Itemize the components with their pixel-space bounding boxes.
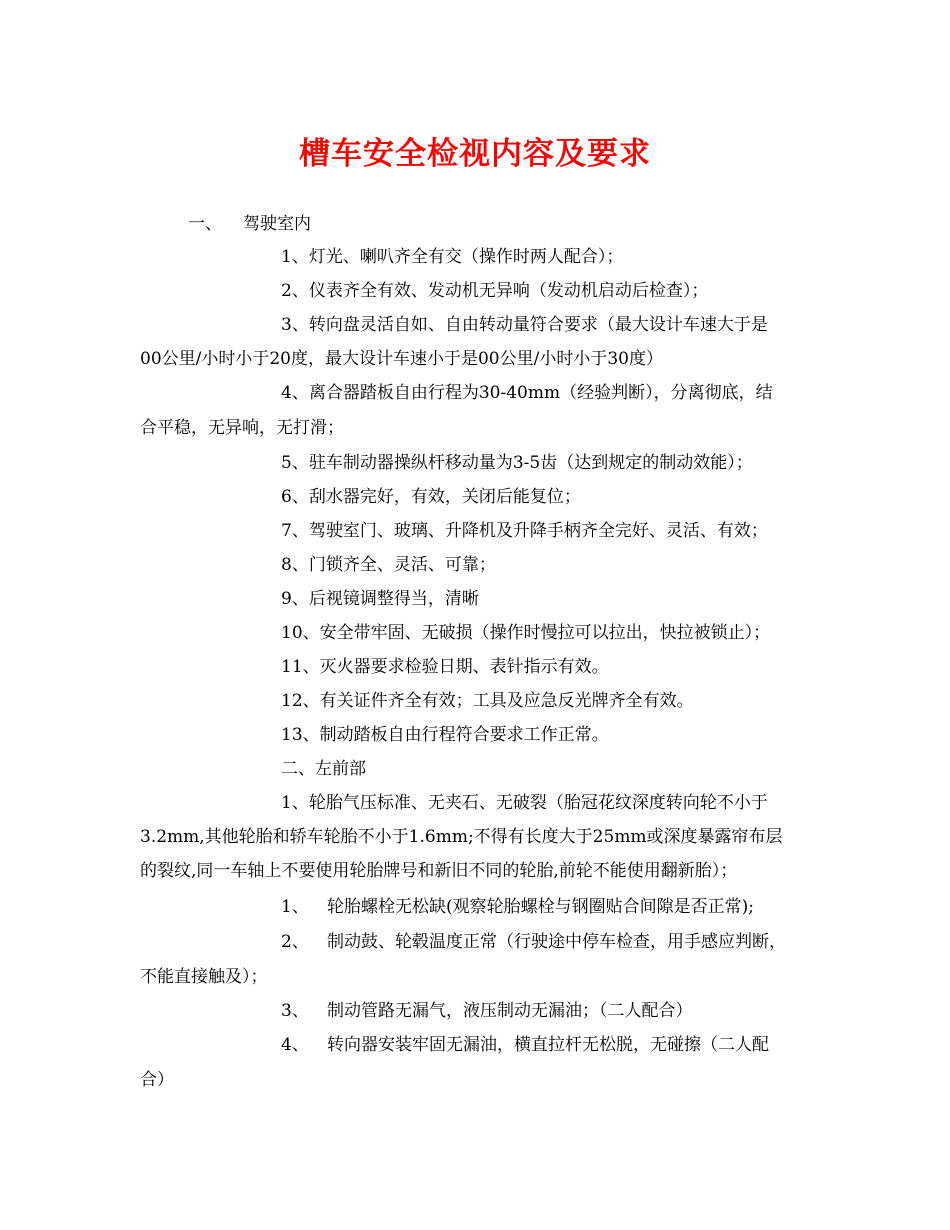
section-2-heading: 二、左前部 — [281, 759, 366, 779]
list-item: 13、制动踏板自由行程符合要求工作正常。 — [281, 725, 609, 745]
sub-item-text: 制动鼓、轮毂温度正常（行驶途中停车检查，用手感应判断， — [327, 932, 786, 952]
sub-item-number: 1、 — [281, 897, 309, 917]
sub-item-continuation: 合） — [140, 1070, 174, 1090]
list-item: 5、驻车制动器操纵杆移动量为3-5齿（达到规定的制动效能）； — [281, 453, 753, 473]
list-item: 7、驾驶室门、玻璃、升降机及升降手柄齐全完好、灵活、有效； — [281, 521, 768, 541]
list-item: 11、灭火器要求检验日期、表针指示有效。 — [281, 657, 609, 677]
list-item: 1、灯光、喇叭齐全有交（操作时两人配合）； — [281, 247, 624, 267]
list-item: 2、仪表齐全有效、发动机无异响（发动机启动后检查）； — [281, 281, 709, 301]
document-title: 槽车安全检视内容及要求 — [299, 136, 651, 172]
list-item: 10、安全带牢固、无破损（操作时慢拉可以拉出，快拉被锁止）； — [281, 623, 771, 643]
list-item: 1、轮胎气压标准、无夹石、无破裂（胎冠花纹深度转向轮不小于 — [281, 793, 768, 813]
list-item-continuation: 的裂纹,同一车轴上不要使用轮胎牌号和新旧不同的轮胎,前轮不能使用翻新胎）； — [140, 861, 738, 881]
sub-item-text: 制动管路无漏气，液压制动无漏油；（二人配合） — [327, 1001, 693, 1021]
sub-item-text: 轮胎螺栓无松缺(观察轮胎螺栓与钢圈贴合间隙是否正常); — [327, 897, 754, 917]
list-item: 9、后视镜调整得当，清晰 — [281, 589, 479, 609]
list-item-continuation: 00公里/小时小于20度，最大设计车速小于是00公里/小时小于30度） — [140, 349, 663, 369]
list-item: 4、离合器踏板自由行程为30-40mm（经验判断），分离彻底，结 — [281, 383, 773, 403]
list-item-continuation: 合平稳，无异响，无打滑； — [140, 418, 344, 438]
section-1-number: 一、 — [188, 214, 222, 234]
list-item: 6、刮水器完好，有效，关闭后能复位； — [281, 487, 581, 507]
list-item: 3、转向盘灵活自如、自由转动量符合要求（最大设计车速大于是 — [281, 315, 768, 335]
list-item-continuation: 3.2mm,其他轮胎和轿车轮胎不小于1.6mm;不得有长度大于25mm或深度暴露帘布层 — [140, 827, 783, 847]
section-1-heading: 驾驶室内 — [243, 214, 311, 234]
sub-item-continuation: 不能直接触及）； — [140, 967, 268, 987]
sub-item-text: 转向器安装牢固无漏油，横直拉杆无松脱，无碰擦（二人配 — [327, 1035, 769, 1055]
sub-item-number: 4、 — [281, 1035, 309, 1055]
sub-item-number: 2、 — [281, 932, 309, 952]
sub-item-number: 3、 — [281, 1001, 309, 1021]
list-item: 12、有关证件齐全有效；工具及应急反光牌齐全有效。 — [281, 691, 694, 711]
list-item: 8、门锁齐全、灵活、可靠； — [281, 555, 496, 575]
